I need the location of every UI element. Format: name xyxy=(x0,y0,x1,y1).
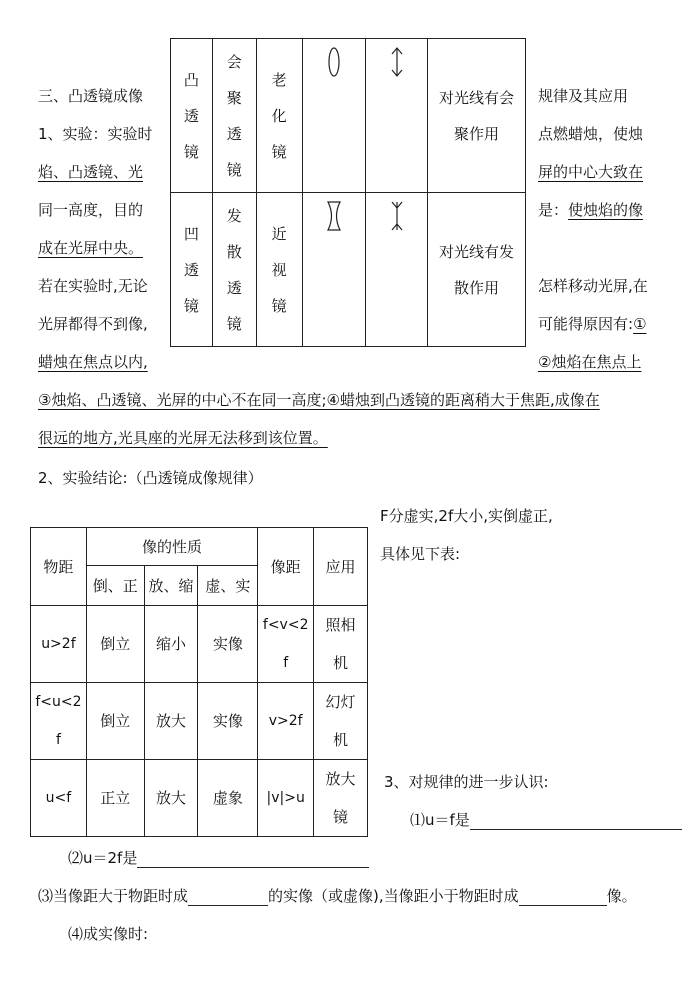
lens-type-cell xyxy=(171,193,213,347)
cell-size: 缩小 xyxy=(144,606,198,683)
exp-line5-right: 怎样移动光屏,在 xyxy=(538,277,648,295)
q3-line xyxy=(38,886,637,906)
exp-intro-right: 点燃蜡烛，使烛 xyxy=(538,125,644,143)
section3-heading: 三、凸透镜成像 xyxy=(38,87,144,105)
header-application: 应用 xyxy=(314,528,368,606)
exp-line6-right-b: ① xyxy=(633,315,647,333)
exp-line8: ③烛焰、凸透镜、光屏的中心不在同一高度;④蜡烛到凸透镜的距离稍大于焦距,成像在 xyxy=(38,391,600,409)
cell-app: 幻灯机 xyxy=(314,683,368,760)
header-real-virtual: 虚、实 xyxy=(198,566,258,606)
imaging-row xyxy=(31,683,368,760)
exp-line7-right: ②烛焰在焦点上 xyxy=(538,353,642,371)
cell-orientation: 正立 xyxy=(86,760,144,837)
convex-lens-icon xyxy=(324,45,344,79)
header-object-distance: 物距 xyxy=(31,528,87,606)
cell-size: 放大 xyxy=(144,683,198,760)
lens-type: 凹透镜 xyxy=(183,224,199,315)
lens-action-cell xyxy=(212,193,256,347)
concave-lens-icon xyxy=(324,199,344,233)
cell-app: 照相机 xyxy=(314,606,368,683)
lens-type: 凸透镜 xyxy=(183,70,199,161)
exp-line3-right-a: 是： xyxy=(538,201,569,219)
lens-shape-cell xyxy=(302,39,366,193)
lens-effect: 对光线有发散作用 xyxy=(439,242,515,297)
exp-line6-left: 光屏都得不到像, xyxy=(38,315,148,333)
cell-orientation: 倒立 xyxy=(86,683,144,760)
lens-action: 会聚透镜 xyxy=(226,52,242,179)
cell-v: v>2f xyxy=(258,683,314,760)
imaging-row xyxy=(31,760,368,837)
lens-row-concave xyxy=(171,193,526,347)
lens-glasses: 老化镜 xyxy=(271,70,287,161)
conclusion-heading: 2、实验结论:（凸透镜成像规律） xyxy=(38,469,263,487)
lens-symbol-cell xyxy=(366,193,428,347)
q2-label: ⑵u＝2f是 xyxy=(68,849,138,867)
lens-glasses-cell xyxy=(256,193,302,347)
lens-table xyxy=(170,38,526,347)
q3-blank-1[interactable] xyxy=(188,890,268,906)
cell-app: 放大镜 xyxy=(314,760,368,837)
q3-blank-2[interactable] xyxy=(519,890,607,906)
exp-line2-right: 屏的中心大致在 xyxy=(538,163,644,181)
lens-shape-cell xyxy=(302,193,366,347)
header-image-distance: 像距 xyxy=(258,528,314,606)
lens-action-cell xyxy=(212,39,256,193)
cell-u: f<u<2f xyxy=(31,683,87,760)
imaging-table xyxy=(30,527,368,837)
lens-effect-cell xyxy=(428,39,526,193)
exp-line7-left: 蜡烛在焦点以内, xyxy=(38,353,148,371)
imaging-row xyxy=(31,606,368,683)
header-orientation: 倒、正 xyxy=(86,566,144,606)
header-image-nature: 像的性质 xyxy=(86,528,257,566)
exp-line5-left: 若在实验时,无论 xyxy=(38,277,148,295)
lens-effect: 对光线有会聚作用 xyxy=(439,88,515,143)
q3-part-c: 像。 xyxy=(606,887,637,905)
further-heading: 3、对规律的进一步认识: xyxy=(384,773,549,791)
q3-part-b: 的实像（或虚像),当像距小于物距时成 xyxy=(268,887,519,905)
cell-kind: 实像 xyxy=(198,606,258,683)
cell-v: f<v<2f xyxy=(258,606,314,683)
header-size: 放、缩 xyxy=(144,566,198,606)
lens-symbol-cell xyxy=(366,39,428,193)
exp-line2-left: 焰、凸透镜、光 xyxy=(38,163,144,181)
cell-u: u<f xyxy=(31,760,87,837)
cell-orientation: 倒立 xyxy=(86,606,144,683)
exp-intro-left: 1、实验：实验时 xyxy=(38,125,153,143)
cell-u: u>2f xyxy=(31,606,87,683)
imaging-header-row-1 xyxy=(31,528,368,566)
q4-label: ⑷成实像时: xyxy=(68,925,149,943)
exp-line3-left: 同一高度，目的 xyxy=(38,201,144,219)
q1-blank[interactable] xyxy=(470,814,682,830)
section3-heading-right: 规律及其应用 xyxy=(538,87,629,105)
q2-blank[interactable] xyxy=(137,852,369,868)
lens-type-cell xyxy=(171,39,213,193)
rule-note-2: 具体见下表: xyxy=(380,545,461,563)
exp-line3-right-b: 使烛焰的像 xyxy=(568,201,644,219)
cell-size: 放大 xyxy=(144,760,198,837)
lens-glasses: 近视镜 xyxy=(271,224,287,315)
lens-row-convex xyxy=(171,39,526,193)
exp-line6-right xyxy=(538,314,647,334)
cell-kind: 实像 xyxy=(198,683,258,760)
exp-line6-right-a: 可能得原因有: xyxy=(538,315,634,333)
q1-line xyxy=(410,810,682,830)
cell-v: |v|>u xyxy=(258,760,314,837)
q2-line xyxy=(68,848,369,868)
lens-effect-cell xyxy=(428,193,526,347)
converging-arrow-icon xyxy=(387,45,407,79)
rule-note-1: F分虚实,2f大小,实倒虚正, xyxy=(380,507,553,525)
cell-kind: 虚象 xyxy=(198,760,258,837)
exp-line3-right xyxy=(538,200,643,220)
q1-label: ⑴u＝f是 xyxy=(410,811,470,829)
exp-line9: 很远的地方,光具座的光屏无法移到该位置。 xyxy=(38,429,328,447)
lens-glasses-cell xyxy=(256,39,302,193)
q3-part-a: ⑶当像距大于物距时成 xyxy=(38,887,189,905)
lens-action: 发散透镜 xyxy=(226,206,242,333)
exp-line4-left: 成在光屏中央。 xyxy=(38,239,144,257)
diverging-arrow-icon xyxy=(387,199,407,233)
